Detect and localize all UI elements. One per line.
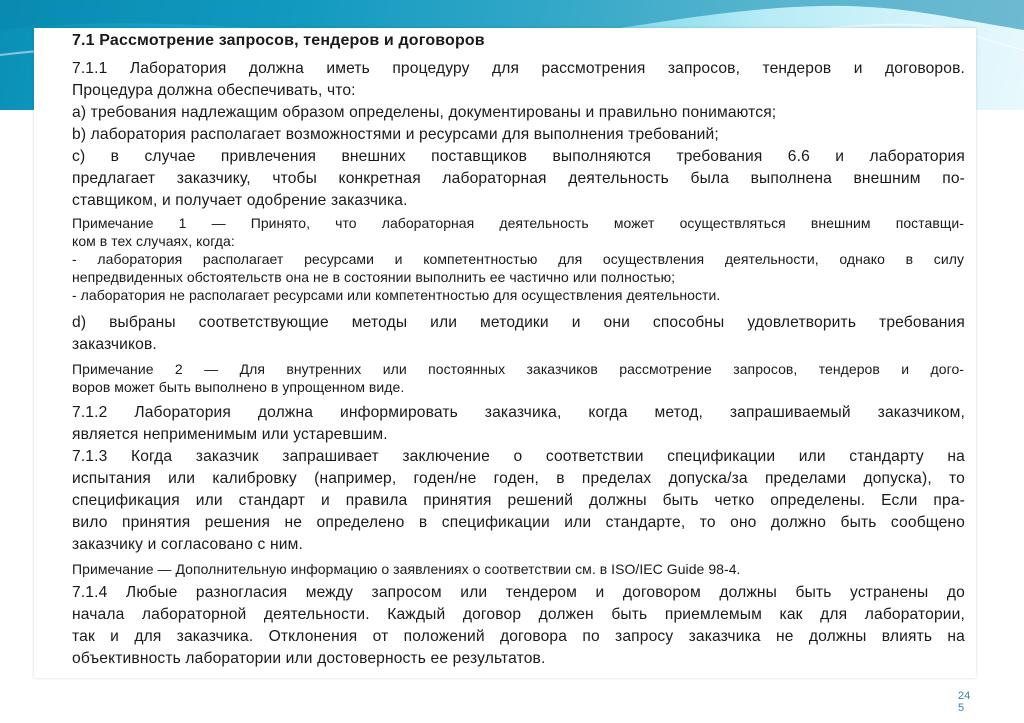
text-line: 7.1.2 Лаборатория должна информировать заказчика, когда метод, запрашиваемый заказчиком, [72,404,965,421]
text-line: объективность лаборатории или достоверность ее результатов. [72,650,546,667]
text-line: заказчику и согласовано с ним. [72,536,303,553]
text-line: 7.1.4 Любые разногласия между запросом или тендером и договором должны быть устранены до [72,584,965,601]
text-line: начала лабораторной деятельности. Каждый договор должен быть приемлемым как для лаборатории, [72,606,965,623]
text-line: a) требования надлежащим образом определены, документированы и правильно понимаются; [72,104,777,121]
text-line: ставщиком, и получает одобрение заказчика. [72,192,408,209]
text-line: так и для заказчика. Отклонения от положений договора по запросу заказчика не должны влиять на [72,628,965,645]
note-line: Примечание 2 — Для внутренних или постоянных заказчиков рассмотрение запросов, тендеров и дого- [72,361,964,377]
text-line: d) выбраны соответствующие методы или методики и они способны удовлетворить требования [72,314,965,331]
note-line: ком в тех случаях, когда: [72,233,235,249]
text-line: 7.1.1 Лаборатория должна иметь процедуру для рассмотрения запросов, тендеров и договоров. [72,60,965,77]
text-line: b) лаборатория располагает возможностями и ресурсами для выполнения требований; [72,126,719,143]
text-line: Процедура должна обеспечивать, что: [72,82,356,99]
text-line: является неприменимым или устаревшим. [72,426,388,443]
note-line: Примечание 1 — Принято, что лабораторная деятельность может осуществляться внешним поставщи- [72,215,964,231]
text-line: 7.1.3 Когда заказчик запрашивает заключение о соответствии спецификации или стандарту на [72,448,965,465]
note-line: непредвиденных обстоятельств она не в состоянии выполнить ее частично или полностью; [72,269,676,285]
text-line: вило принятия решения не определено в спецификации или стандарте, то оно должно быть сообщено [72,514,965,531]
text-line: испытания или калибровку (например, годен/не годен, в пределах допуска/за пределами допуска), то [72,470,965,487]
text-line: c) в случае привлечения внешних поставщиков выполняются требования 6.6 и лаборатория [72,148,965,165]
page-number: 24 5 [958,690,971,714]
text-line: предлагает заказчику, чтобы конкретная лабораторная деятельность была выполнена внешним по- [72,170,965,187]
note-line: Примечание — Дополнительную информацию о заявлениях о соответствии см. в ISO/IEC Guide 98-4. [72,561,741,577]
note-line: - лаборатория не располагает ресурсами или компетентностью для осуществления деятельности. [72,287,721,303]
note-line: воров может быть выполнено в упрощенном виде. [72,379,405,395]
section-heading: 7.1 Рассмотрение запросов, тендеров и договоров [72,32,485,49]
text-line: заказчиков. [72,336,157,353]
text-line: спецификация или стандарт и правила принятия решений должны быть четко определены. Если пра- [72,492,965,509]
note-line: - лаборатория располагает ресурсами и компетентностью для осуществления деятельности, однако в силу [72,251,964,267]
document-page [34,28,976,678]
